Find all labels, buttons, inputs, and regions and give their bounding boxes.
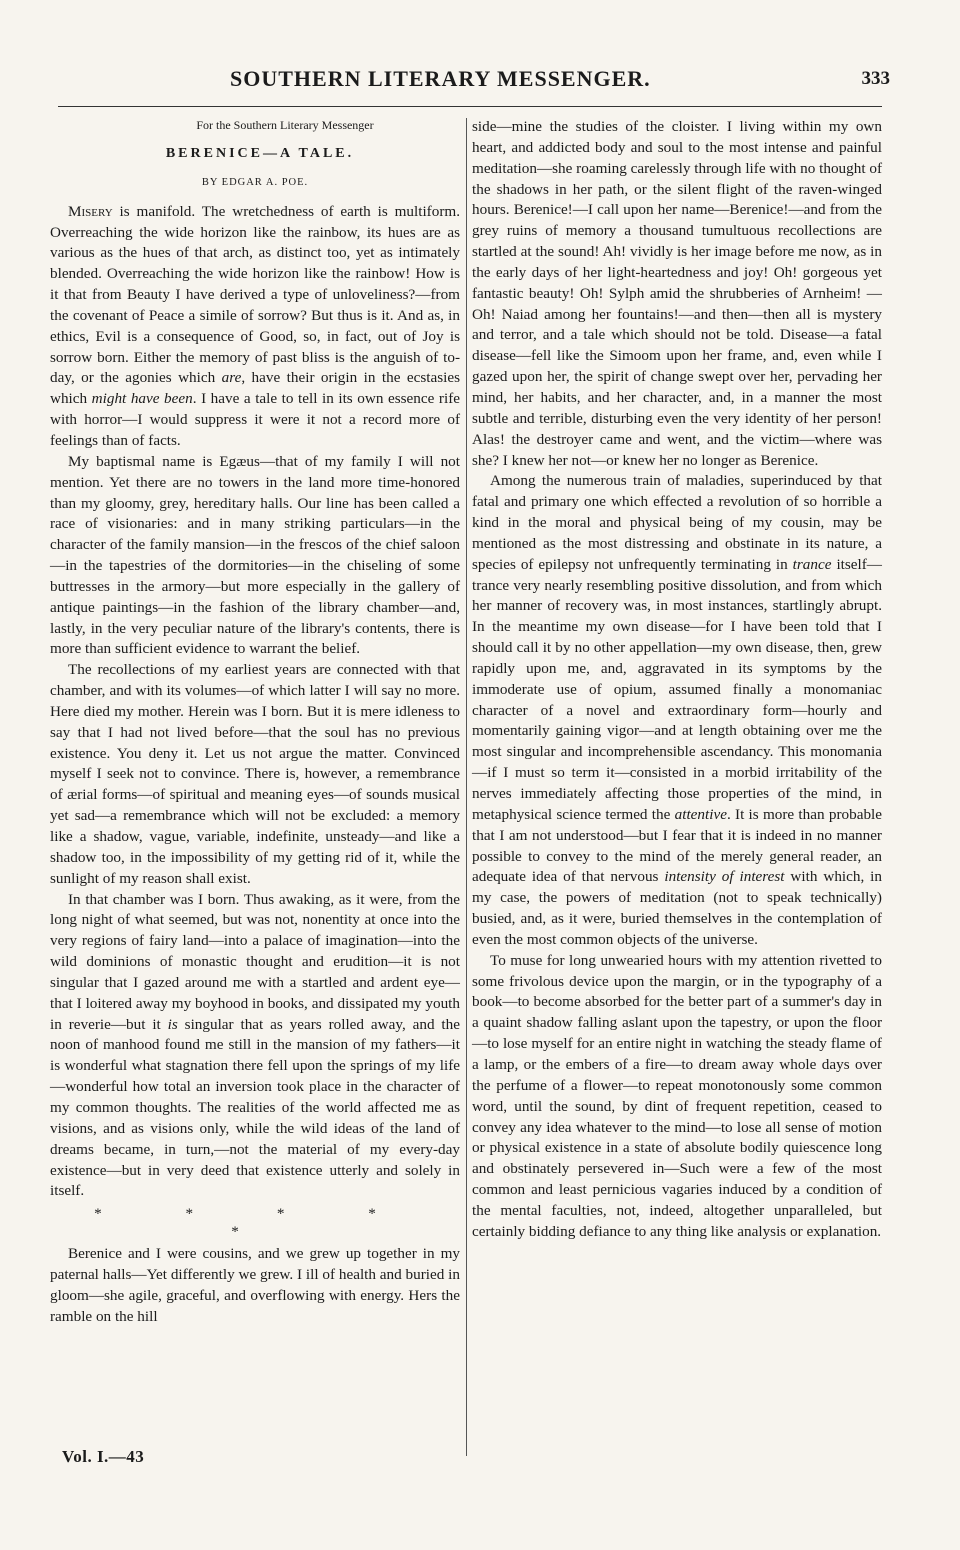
page-number: 333 bbox=[861, 68, 890, 89]
journal-title: SOUTHERN LITERARY MESSENGER. bbox=[230, 66, 651, 91]
left-column bbox=[50, 117, 460, 1328]
article-title: BERENICE—A TALE. bbox=[165, 146, 355, 161]
paragraph-5: Berenice and I were cousins, and we grew up together in my paternal halls—Yet differently we grew. I ill of health and buried in gloom—she agile, graceful, and overflowing with energy. Hers the ramble on the hill bbox=[50, 1245, 460, 1325]
paragraph-6: side—mine the studies of the cloister. I living within my own heart, and addicted body and soul to the most intense and painful meditation—she roaming carelessly through life with no thought of the shadows in her path, or the silent flight of the raven-winged hours. Berenice!—I call upon her name—Berenice!—and from the grey ruins of memory a thousand tumultuous recollections are startled at the sound! Ah! vividly is her image before me now, as in the early days of her light-heartedness and joy! Oh! gorgeous yet fantastic beauty! Oh! Sylph amid the shrubberies of Arnheim! —Oh! Naiad among her fountains!—and then—then all is mystery and terror, and a tale which should not be told. Disease—a fatal disease—fell like the Simoom upon her frame, and, even while I gazed upon her, the spirit of change swept over her, pervading her mind, her habits, and her character, and, in a manner the most subtle and terrible, disturbing even the very identity of her person! Alas! the destroyer came and went, and the victim—where was she? I knew her not—or knew her no longer as Berenice. bbox=[472, 118, 882, 469]
source-note: For the Southern Literary Messenger bbox=[196, 118, 374, 132]
paragraph-8: To muse for long unwearied hours with my attention rivetted to some frivolous device upon the margin, or in the typography of a book—to become absorbed for the better part of a summer's day in a quaint shadow falling aslant upon the tapestry, or upon the floor—to lose myself for an entire night in watching the steady flame of a lamp, or the embers of a fire—to dream away whole days over the perfume of a flower—to repeat monotonously some common word, until the sound, by dint of frequent repetition, ceased to convey any idea whatever to the mind—to lose all sense of motion or physical existence in a state of absolute bodily quiescence long and obstinately persevered in—Such were a few of the most common and least pernicious vagaries induced by a condition of the mental faculties, not, indeed, altogether unparalleled, but certainly bidding defiance to any thing like analysis or explanation. bbox=[472, 951, 882, 1240]
column-divider bbox=[466, 118, 467, 1456]
section-break-stars: * * * * * bbox=[94, 1205, 416, 1241]
running-head bbox=[50, 66, 890, 102]
paragraph-2: My baptismal name is Egæus—that of my family I will not mention. Yet there are no towers in the land more time-honored than my gloomy, grey, hereditary halls. Our line has been called a race of visionaries: and in many striking particulars—in the character of the family mansion—in the frescos of the chief saloon—in the tapestries of the dormitories—in the chiseling of some buttresses in the armory—but more especially in the gallery of antique paintings—in the fashion of the library chamber—and, lastly, in the very peculiar nature of the library's contents, there is more than sufficient evidence to warrant the belief. bbox=[50, 452, 460, 658]
paragraph-4: In that chamber was I born. Thus awaking, as it were, from the long night of what seemed, but was not, nonentity at once into the very regions of fairy land—into a palace of imagination—into the wild dominions of monastic thought and erudition—it is not singular that I gazed around me with a startled and ardent eye—that I loitered away my boyhood in books, and dissipated my youth in reverie—but it is singular that as years rolled away, and the noon of manhood found me still in the mansion of my fathers—it is wonderful what stagnation there fell upon the springs of my life—wonderful how total an inversion took place in the character of my common thoughts. The realities of the world affected me as visions, and as visions only, while the wild ideas of the land of dreams became, in turn,—not the material of my every-day existence—but in very deed that existence utterly and solely in itself. bbox=[50, 890, 460, 1200]
paragraph-7: Among the numerous train of maladies, superinduced by that fatal and primary one which effected a revolution of so horrible a kind in the moral and physical being of my cousin, may be mentioned as the most distressing and obstinate in its nature, a species of epilepsy not unfrequently terminating in trance itself—trance very nearly resembling positive dissolution, and from which her manner of recovery was, in most instances, startlingly abrupt. In the meantime my own disease—for I have been told that I should call it by no other appellation—my own disease, then, grew rapidly upon me, and, aggravated in its symptoms by the immoderate use of opium, assumed finally a monomaniac character of a novel and extraordinary form—hourly and momentarily gaining vigor—and at length obtaining over me the most singular and incomprehensible ascendancy. This monomania—if I must so term it—consisted in a morbid irritability of the nerves immediately affecting those properties of the mind, in metaphysical science termed the attentive. It is more than probable that I am not understood—but I fear that it is indeed in no manner possible to convey to the mind of the merely general reader, an adequate idea of that nervous intensity of interest with which, in my case, the powers of meditation (not to speak technically) busied, and, as it were, buried themselves in the contemplation of even the most common objects of the universe. bbox=[472, 472, 882, 948]
header-rule bbox=[58, 106, 882, 107]
paragraph-3: The recollections of my earliest years are connected with that chamber, and with its volumes—of which latter I will say no more. Here died my mother. Herein was I born. But it is mere idleness to say that I had not lived before—that the soul has no previous existence. You deny it. Let us not argue the matter. Convinced myself I seek not to convince. There is, however, a remembrance of ærial forms—of spiritual and meaning eyes—of sounds musical yet sad—a remembrance which will not be excluded: a memory like a shadow, vague, variable, indefinite, unsteady—and like a shadow too, in the impossibility of my getting rid of it, while the sunlight of my reason shall exist. bbox=[50, 661, 460, 887]
opening-word: Misery bbox=[68, 202, 113, 220]
paragraph-1: Misery is manifold. The wretchedness of earth is multiform. Overreaching the wide horizon like the rainbow, its hues are as various as the hues of that arch, as distinct too, yet as intimately blended. Overreaching the wide horizon like the rainbow! How is it that from Beauty I have derived a type of unloveliness?—from the covenant of Peace a simile of sorrow? But thus is it. And as, in ethics, Evil is a consequence of Good, so, in fact, out of Joy is sorrow born. Either the memory of past bliss is the anguish of to-day, or the agonies which are, have their origin in the ecstasies which might have been. I have a tale to tell in its own essence rife with horror—I would suppress it were it not a record more of feelings than of facts. bbox=[50, 202, 461, 449]
volume-signature: Vol. I.—43 bbox=[62, 1447, 145, 1466]
right-column bbox=[472, 117, 882, 1243]
byline: BY EDGAR A. POE. bbox=[201, 176, 309, 188]
